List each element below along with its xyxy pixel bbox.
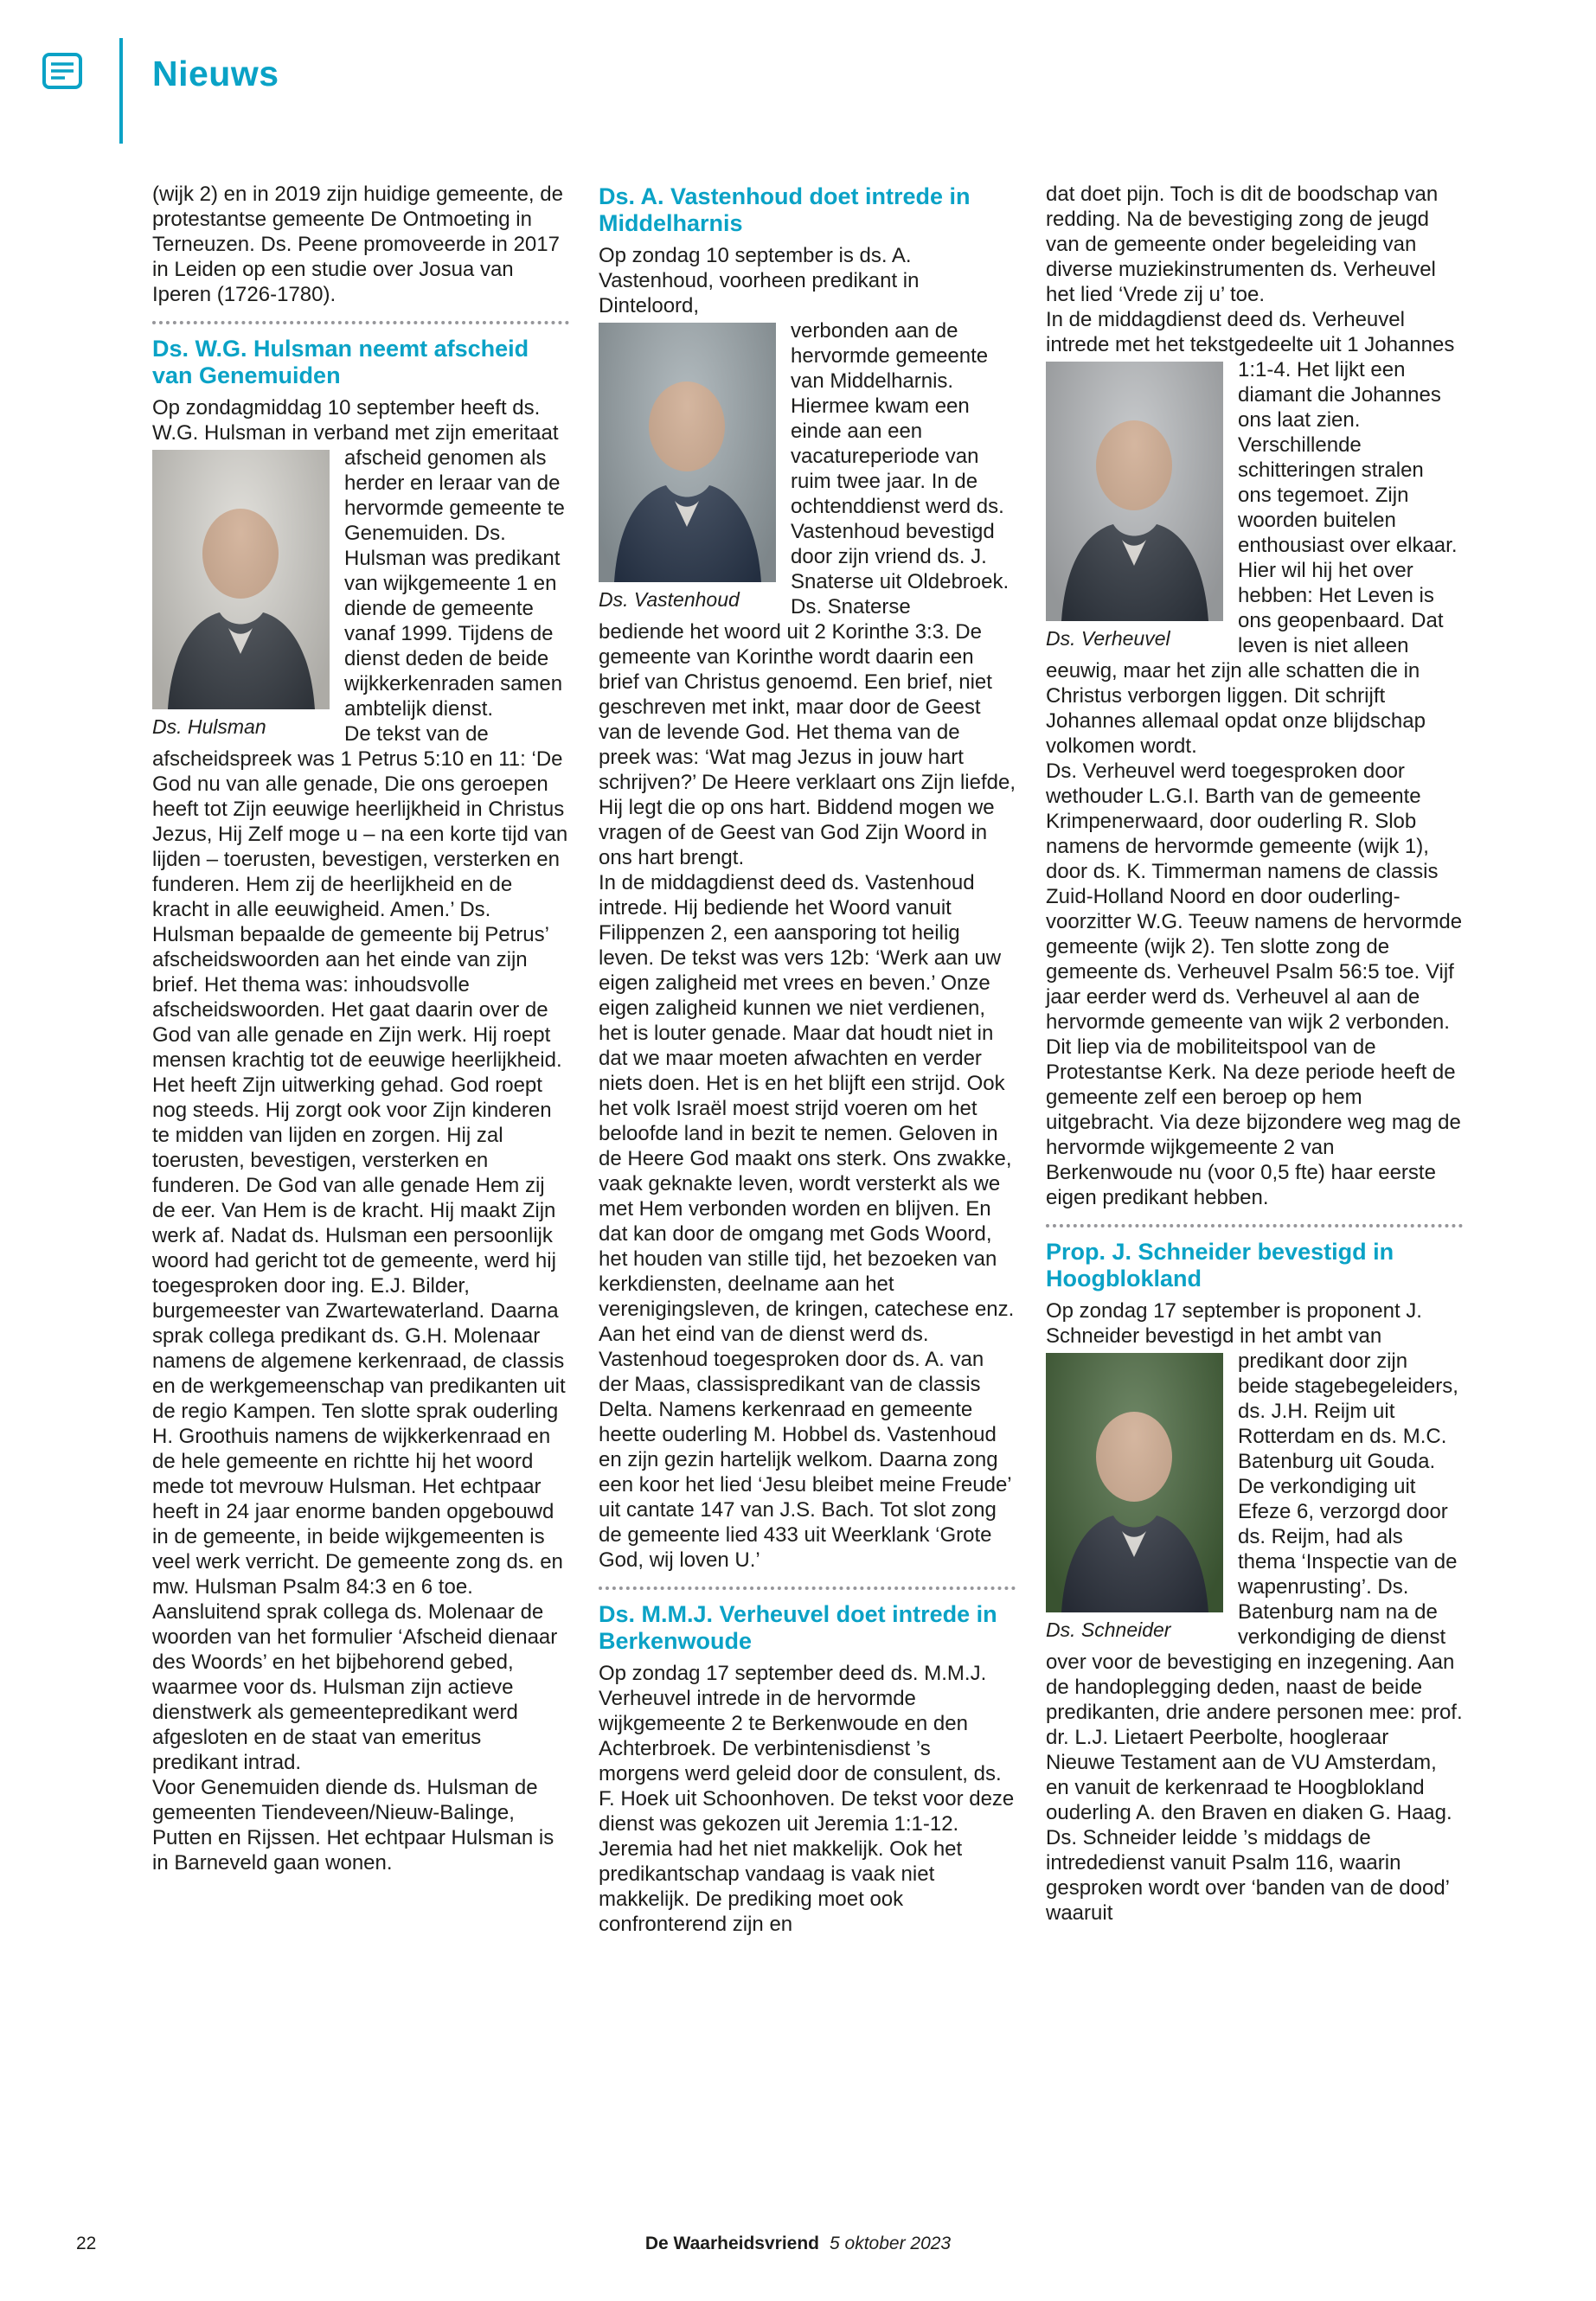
article-text: Ds. Verheuvel werd toegesproken door wethouder L.G.I. Barth van de gemeente Krimpenerwaard, door ouderling R. Slob namens de hervormde gemeente (wijk 1), door ds. K. Timmerman namens de classis Zuid-Holland Noord en door ouderling-voorzitter W.G. Teeuw namens de hervormde gemeente (wijk 2). Ten slotte zong de gemeente ds. Verheuvel Psalm 56:5 toe. Vijf jaar eerder werd ds. Verheuvel al aan de hervormde gemeente van wijk 2 verbonden. Dit liep via de mobiliteitspool van de Protestantse Kerk. Na deze periode heeft de gemeente zelf een beroep op hem uitgebracht. Via deze bijzondere weg mag de hervormde wijkgemeente 2 van Berkenwoude nu (voor 0,5 fte) haar eerste eigen predikant hebben.	[1046, 760, 1463, 1209]
article-verheuvel-continuation	[1046, 182, 1463, 1210]
article-title: Ds. A. Vastenhoud doet intrede in Middelharnis	[599, 183, 971, 236]
portrait-photo-schneider	[1046, 1353, 1223, 1642]
dotted-separator	[599, 1586, 1016, 1590]
issue-date: 5 oktober 2023	[830, 2234, 952, 2253]
article-text: afscheid genomen als herder en leraar van de hervormde gemeente te Genemuiden. Ds. Hulsman was predikant van wijkgemeente 1 en diende de gemeente vanaf 1999. Tijdens de dienst deden de beide wijkkerkenraden samen ambtelijk dienst.	[344, 446, 565, 721]
header-divider	[119, 38, 123, 144]
article-body	[1046, 1349, 1463, 1641]
article-body	[1046, 357, 1463, 658]
photo-caption: Ds. Verheuvel	[1046, 627, 1170, 650]
article-title: Prop. J. Schneider bevestigd in Hoogblokland	[1046, 1239, 1394, 1292]
article-lead	[1046, 307, 1463, 357]
portrait-photo-verheuvel	[1046, 362, 1223, 651]
page-number: 22	[76, 2234, 97, 2253]
article-text: Op zondag 17 september deed ds. M.M.J. Verheuvel intrede in de hervormde wijkgemeente 2 te Berkenwoude en den Achterbroek. De verbintenisdienst ’s morgens werd geleid door de consulent, ds. F. Hoek uit Schoonhoven. De tekst voor deze dienst was gekozen uit Jeremia 1:1-12. Jeremia had het niet makkelijk. Ook het predikantschap vandaag is vaak niet makkelijk. De prediking moet ook confronterend zijn en	[599, 1662, 1015, 1936]
footer-center	[0, 2234, 1596, 2254]
dotted-separator	[1046, 1224, 1463, 1227]
article-title: Ds. W.G. Hulsman neemt afscheid van Genemuiden	[152, 336, 529, 388]
article-body	[1046, 1625, 1463, 1926]
portrait-image	[1046, 1353, 1223, 1612]
article-text: Op zondag 10 september is ds. A. Vastenhoud, voorheen predikant in Dinteloord,	[599, 244, 920, 317]
article-schneider	[1046, 1239, 1463, 1926]
article-text: Op zondag 17 september is proponent J. Schneider bevestigd in het ambt van	[1046, 1299, 1422, 1348]
article-body	[1046, 658, 1463, 759]
portrait-photo-hulsman	[152, 450, 330, 739]
article-title: Ds. M.M.J. Verheuvel doet intrede in Berkenwoude	[599, 1601, 997, 1654]
article-body	[1046, 182, 1463, 307]
article-verheuvel	[599, 1601, 1016, 1937]
article-peene-continuation	[152, 182, 569, 307]
photo-caption: Ds. Vastenhoud	[599, 588, 740, 611]
magazine-title: De Waarheidsvriend	[644, 2234, 819, 2253]
article-body	[599, 619, 1016, 870]
article-text: De tekst van de afscheidspreek was 1 Petrus 5:10 en 11: ‘De God nu van alle genade, Die ons geroepen heeft tot Zijn eeuwige heerlijkheid in Christus Jezus, Hij Zelf moge u – na een korte tijd van lijden – toerusten, bevestigen, versterken en funderen. Hem zij de heerlijkheid en de kracht in alle eeuwigheid. Amen.’ Ds. Hulsman bepaalde de gemeente bij Petrus’ afscheidswoorden aan het einde van zijn brief. Het thema was: inhoudsvolle afscheidswoorden. Het gaat daarin over de God van alle genade en Zijn werk. Hij roept mensen krachtig tot de eeuwige heerlijkheid. Het heeft Zijn uitwerking gehad. God roept nog steeds. Hij zorgt ook voor Zijn kinderen te midden van lijden en zorgen. Hij zal toerusten, bevestigen, versterken en funderen. De God van alle genade Hem zij de eer. Van Hem is de kracht. Hij maakt Zijn werk af. Nadat ds. Hulsman een persoonlijk woord had gericht tot de gemeente, werd hij toegesproken door ing. E.J. Bilder, burgemeester van Zwartewaterland. Daarna sprak collega predikant ds. G.H. Molenaar namens de algemene kerkenraad, de classis en de werkgemeenschap van predikanten uit de regio Kampen. Ten slotte sprak ouderling H. Groothuis namens de wijkkerkenraad en de hele gemeente en richtte hij het woord mede tot mevrouw Hulsman. Het echtpaar heeft in 24 jaar enorme banden opgebouwd in de gemeente, in beide wijkgemeenten is veel werk verricht. De gemeente zong ds. en mw. Hulsman Psalm 84:3 en 6 toe. Aansluitend sprak collega ds. Molenaar de woorden van het formulier ‘Afscheid dienaar des Woords’ en het bijbehorend gebed, waarmee voor ds. Hulsman zijn actieve dienstwerk als gemeentepredikant werd afgesloten en de staat van emeritus predikant intrad.	[152, 722, 568, 1774]
article-text: Voor Genemuiden diende ds. Hulsman de gemeenten Tiendeveen/Nieuw-Balinge, Putten en Rijssen. Het echtpaar Hulsman is in Barneveld gaan wonen.	[152, 1776, 554, 1875]
article-text: 1:1-4. Het lijkt een diamant die Johannes ons laat zien. Verschillende schitteringen stralen ons tegemoet. Zijn woorden buitelen enthousiast over elkaar. Hier wil hij het over hebben: Het Leven is ons geopenbaard. Dat leven is niet alleen	[1238, 358, 1458, 657]
section-title: Nieuws	[152, 54, 279, 93]
column-1	[152, 182, 569, 1875]
article-text: verbonden aan de hervormde gemeente van Middelharnis. Hiermee kwam een einde aan een vacatureperiode van ruim twee jaar. In de ochtenddienst werd ds. Vastenhoud bevestigd door zijn vriend ds. J. Snaterse uit Oldebroek. Ds. Snaterse	[791, 319, 1010, 619]
photo-caption: Ds. Hulsman	[152, 715, 266, 738]
portrait-image	[152, 450, 330, 709]
article-body	[599, 318, 1016, 619]
article-body	[599, 870, 1016, 1573]
portrait-image	[599, 323, 776, 582]
article-text: In de middagdienst deed ds. Verheuvel intrede met het tekstgedeelte uit 1 Johannes	[1046, 308, 1455, 356]
photo-caption: Ds. Schneider	[1046, 1618, 1171, 1641]
article-lead	[1046, 1298, 1463, 1349]
article-text: eeuwig, maar het zijn alle schatten die in Christus verborgen liggen. Dit schrijft Johannes allemaal opdat onze blijdschap volkomen wordt.	[1046, 659, 1426, 758]
article-text: (wijk 2) en in 2019 zijn huidige gemeente, de protestantse gemeente De Ontmoeting in Terneuzen. Ds. Peene promoveerde in 2017 in Leiden op een studie over Josua van Iperen (1726-1780).	[152, 183, 563, 306]
article-body	[599, 1661, 1016, 1937]
portrait-image	[1046, 362, 1223, 621]
column-2	[599, 182, 1016, 1937]
article-text: Op zondagmiddag 10 september heeft ds. W.G. Hulsman in verband met zijn emeritaat	[152, 396, 559, 445]
article-body	[1046, 759, 1463, 1210]
article-lead	[152, 395, 569, 445]
article-body	[152, 721, 569, 1775]
article-body	[152, 445, 569, 738]
article-text: dat doet pijn. Toch is dit de boodschap van redding. Na de bevestiging zong de jeugd van de gemeente onder begeleiding van diverse muziekinstrumenten ds. Verheuvel het lied ‘Vrede zij u’ toe.	[1046, 183, 1439, 306]
article-text: predikant door zijn beide stagebegeleiders, ds. J.H. Reijm uit Rotterdam en ds. M.C. Batenburg uit Gouda. De verkondiging uit Efeze 6, verzorgd door ds. Reijm, had als thema ‘Inspectie van de wapenrusting’. Ds. Batenburg nam na de	[1238, 1349, 1458, 1624]
portrait-photo-vastenhoud	[599, 323, 776, 612]
article-lead	[599, 243, 1016, 318]
article-vastenhoud	[599, 183, 1016, 1573]
article-hulsman	[152, 336, 569, 1875]
news-icon	[42, 52, 83, 94]
column-3	[1046, 182, 1463, 1926]
article-text: In de middagdienst deed ds. Vastenhoud intrede. Hij bediende het Woord vanuit Filippenzen 2, een aansporing tot heilig leven. De tekst was vers 12b: ‘Werk aan uw eigen zaligheid met vrees en beven.’ Onze eigen zaligheid kunnen we niet verdienen, het is louter genade. Maar dat houdt niet in dat we maar moeten afwachten en verder niets doen. Het is en het blijft een strijd. Ook het volk Israël moest strijd voeren om het beloofde land in bezit te nemen. Geloven in de Heere God maakt ons sterk. Ons zwakke, vaak geknakte leven, wordt versterkt als we met Hem verbonden worden en blijven. En dat kan door de omgang met Gods Woord, het houden van stille tijd, het bezoeken van kerkdiensten, deelname aan het verenigingsleven, de kringen, catechese enz. Aan het eind van de dienst werd ds. Vastenhoud toegesproken door ds. A. van der Maas, classispredikant van de classis Delta. Namens kerkenraad en gemeente heette ouderling M. Hobbel ds. Vastenhoud en zijn gezin hartelijk welkom. Daarna zong een koor het lied ‘Jesu bleibet meine Freude’ uit cantate 147 van J.S. Bach. Tot slot zong de gemeente lied 433 uit Weerklank ‘Grote God, wij loven U.’	[599, 871, 1015, 1572]
article-body	[152, 1775, 569, 1875]
article-text: verkondiging de dienst over voor de bevestiging en inzegening. Aan de handoplegging deden, naast de beide predikanten, drie andere personen mee: prof. dr. L.J. Lietaert Peerbolte, hoogleraar Nieuwe Testament aan de VU Amsterdam, en vanuit de kerkenraad te Hoogblokland ouderling A. den Braven en diaken G. Haag. Ds. Schneider leidde ’s middags de intrededienst vanuit Psalm 116, waarin gesproken wordt over ‘banden van de dood’ waaruit	[1046, 1625, 1463, 1925]
dotted-separator	[152, 321, 569, 324]
article-text: bediende het woord uit 2 Korinthe 3:3. De gemeente van Korinthe wordt daarin een brief van Christus genoemd. Een brief, niet geschreven met inkt, maar door de Geest van de levende God. Het thema van de preek was: ‘Wat mag Jezus in jouw hart schrijven?’ De Heere verklaart ons Zijn liefde, Hij legt die op ons hart. Biddend mogen we vragen of de Geest van God Zijn Woord in ons hart brengt.	[599, 620, 1016, 869]
page-footer	[0, 2234, 1596, 2268]
